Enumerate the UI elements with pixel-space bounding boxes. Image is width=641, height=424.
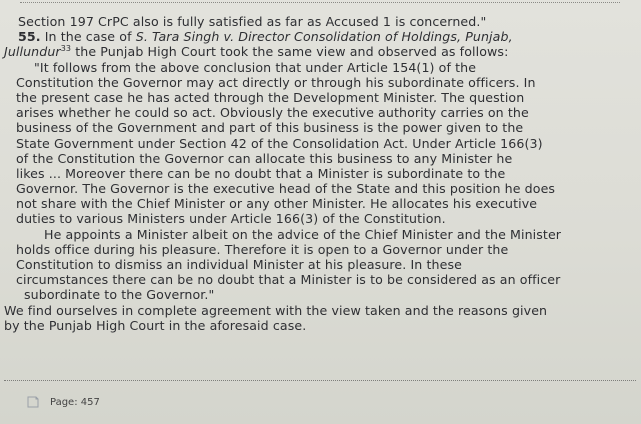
- quote-line: subordinate to the Governor.": [24, 287, 215, 303]
- top-divider: [20, 2, 620, 3]
- quote-line: duties to various Ministers under Article 166(3) of the Constitution.: [16, 211, 446, 227]
- quote-line: of the Constitution the Governor can allocate this business to any Minister he: [16, 150, 513, 166]
- page-curl-icon: [26, 395, 40, 409]
- quote-line: Constitution to dismiss an individual Minister at his pleasure. In these: [16, 257, 462, 272]
- quote-line: circumstances there can be no doubt that a Minister is to be considered as an officer: [16, 272, 561, 288]
- quote-line: likes ... Moreover there can be no doubt that a Minister is subordinate to the: [16, 165, 506, 181]
- quote-line: Constitution the Governor may act directly or through his subordinate officers. In: [16, 74, 536, 90]
- quote-line: "It follows from the above conclusion that under Article 154(1) of the: [34, 59, 477, 75]
- quote-line: the present case he has acted through the Development Minister. The question: [16, 89, 525, 105]
- footnote-ref: 33: [60, 44, 72, 54]
- text-line: Section 197 CrPC also is fully satisfied as far as Accused 1 is concerned.": [18, 14, 487, 29]
- text-fragment: the Punjab High Court took the same view and observed as follows:: [75, 44, 509, 60]
- case-name: S. Tara Singh v. Director Consolidation of Holdings, Punjab,: [135, 29, 513, 45]
- bottom-divider: [4, 380, 636, 381]
- quote-line: business of the Government and part of this business is the power given to the: [16, 120, 524, 136]
- page-footer: [26, 395, 100, 409]
- citation-line: [4, 44, 636, 59]
- text-fragment: In the case of: [44, 29, 132, 45]
- case-name-cont: Jullundur: [4, 44, 61, 60]
- quote-line: holds office during his pleasure. Therefore it is open to a Governor under the: [16, 241, 509, 257]
- text-line: We find ourselves in complete agreement with the view taken and the reasons given: [4, 302, 548, 318]
- quote-line: He appoints a Minister albeit on the advice of the Chief Minister and the Minister: [44, 226, 562, 242]
- text-line: by the Punjab High Court in the aforesaid case.: [4, 317, 307, 333]
- document-body: [4, 14, 636, 333]
- page-number: Page: 457: [50, 396, 100, 408]
- para-number: 55.: [18, 29, 41, 45]
- quote-line: not share with the Chief Minister or any other Minister. He allocates his executive: [16, 196, 538, 212]
- quote-line: Governor. The Governor is the executive head of the State and this position he does: [16, 181, 556, 197]
- quote-line: State Government under Section 42 of the Consolidation Act. Under Article 166(3): [16, 135, 543, 151]
- quote-line: arises whether he could so act. Obviously the executive authority carries on the: [16, 105, 529, 121]
- para-55-line: [4, 29, 636, 44]
